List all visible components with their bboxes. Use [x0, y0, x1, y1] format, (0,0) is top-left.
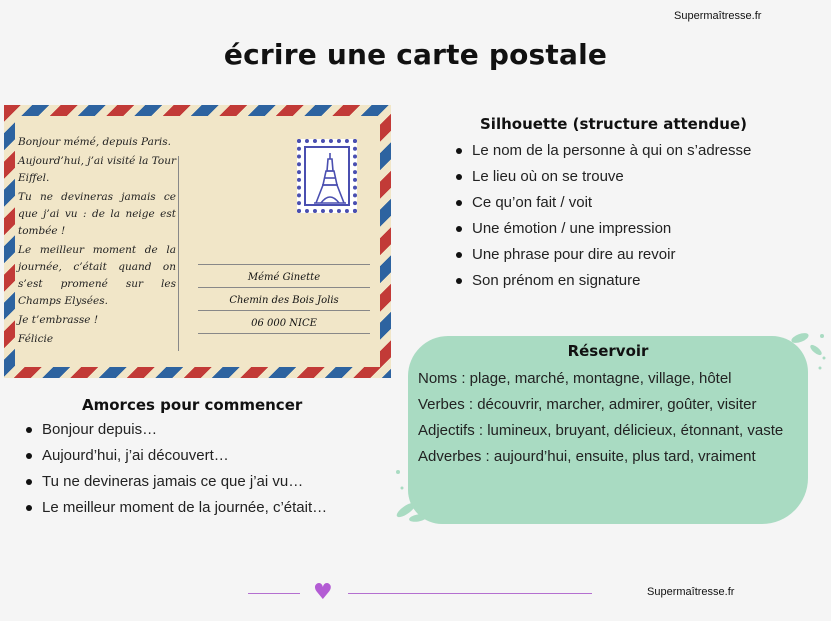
list-item: Son prénom en signature — [456, 270, 751, 296]
list-item: Une émotion / une impression — [456, 218, 751, 244]
message-line: Aujourd’hui, j’ai visité la Tour Eiffel. — [18, 155, 176, 184]
address-line: 06 000 NICE — [198, 310, 370, 334]
reservoir-body — [418, 366, 803, 470]
address-line: Mémé Ginette — [198, 264, 370, 287]
postcard-body — [15, 116, 380, 367]
list-item: Une phrase pour dire au revoir — [456, 244, 751, 270]
list-item: Aujourd’hui, j’ai découvert… — [26, 445, 327, 471]
list-item: Tu ne devineras jamais ce que j’ai vu… — [26, 471, 327, 497]
stamp-frame — [304, 146, 350, 206]
message-line: Tu ne devineras jamais ce que j’ai vu : de la neige est tombée ! — [18, 191, 176, 237]
amorces-title: Amorces pour commencer — [82, 396, 303, 414]
message-line: Bonjour mémé, depuis Paris. — [18, 136, 171, 148]
reservoir-line: Adjectifs : lumineux, bruyant, délicieux, étonnant, vaste — [418, 422, 784, 439]
postcard-message — [18, 134, 176, 350]
stamp — [297, 139, 357, 213]
address-line: Chemin des Bois Jolis — [198, 287, 370, 310]
silhouette-title: Silhouette (structure attendue) — [480, 115, 747, 133]
list-item: Ce qu’on fait / voit — [456, 192, 751, 218]
list-item: Le nom de la personne à qui on s’adresse — [456, 140, 751, 166]
amorces-list — [26, 419, 327, 523]
eiffel-tower-icon — [309, 151, 351, 206]
message-line: Je t’embrasse ! — [18, 314, 99, 326]
site-credit-bottom: Supermaîtresse.fr — [647, 586, 735, 598]
heart-icon: ♥ — [313, 580, 333, 605]
postcard — [4, 105, 391, 378]
reservoir-line: Verbes : découvrir, marcher, admirer, goûter, visiter — [418, 396, 757, 413]
leaf-decoration-icon — [392, 466, 436, 526]
message-line: Félicie — [18, 333, 54, 345]
reservoir-box — [408, 336, 808, 524]
page-title: écrire une carte postale — [223, 38, 608, 71]
footer-divider — [248, 593, 300, 594]
list-item: Le lieu où on se trouve — [456, 166, 751, 192]
reservoir-title: Réservoir — [567, 342, 649, 360]
reservoir-line: Noms : plage, marché, montagne, village, hôtel — [418, 370, 732, 387]
postcard-divider — [178, 156, 179, 351]
site-credit-top: Supermaîtresse.fr — [674, 10, 762, 22]
message-line: Le meilleur moment de la journée, c’était quand on s’est promené sur les Champs Elysées. — [18, 244, 176, 307]
list-item: Bonjour depuis… — [26, 419, 327, 445]
list-item: Le meilleur moment de la journée, c’était… — [26, 497, 327, 523]
address-block — [198, 264, 370, 334]
reservoir-line: Adverbes : aujourd’hui, ensuite, plus tard, vraiment — [418, 448, 756, 465]
silhouette-list — [456, 140, 751, 296]
footer-divider — [348, 593, 592, 594]
